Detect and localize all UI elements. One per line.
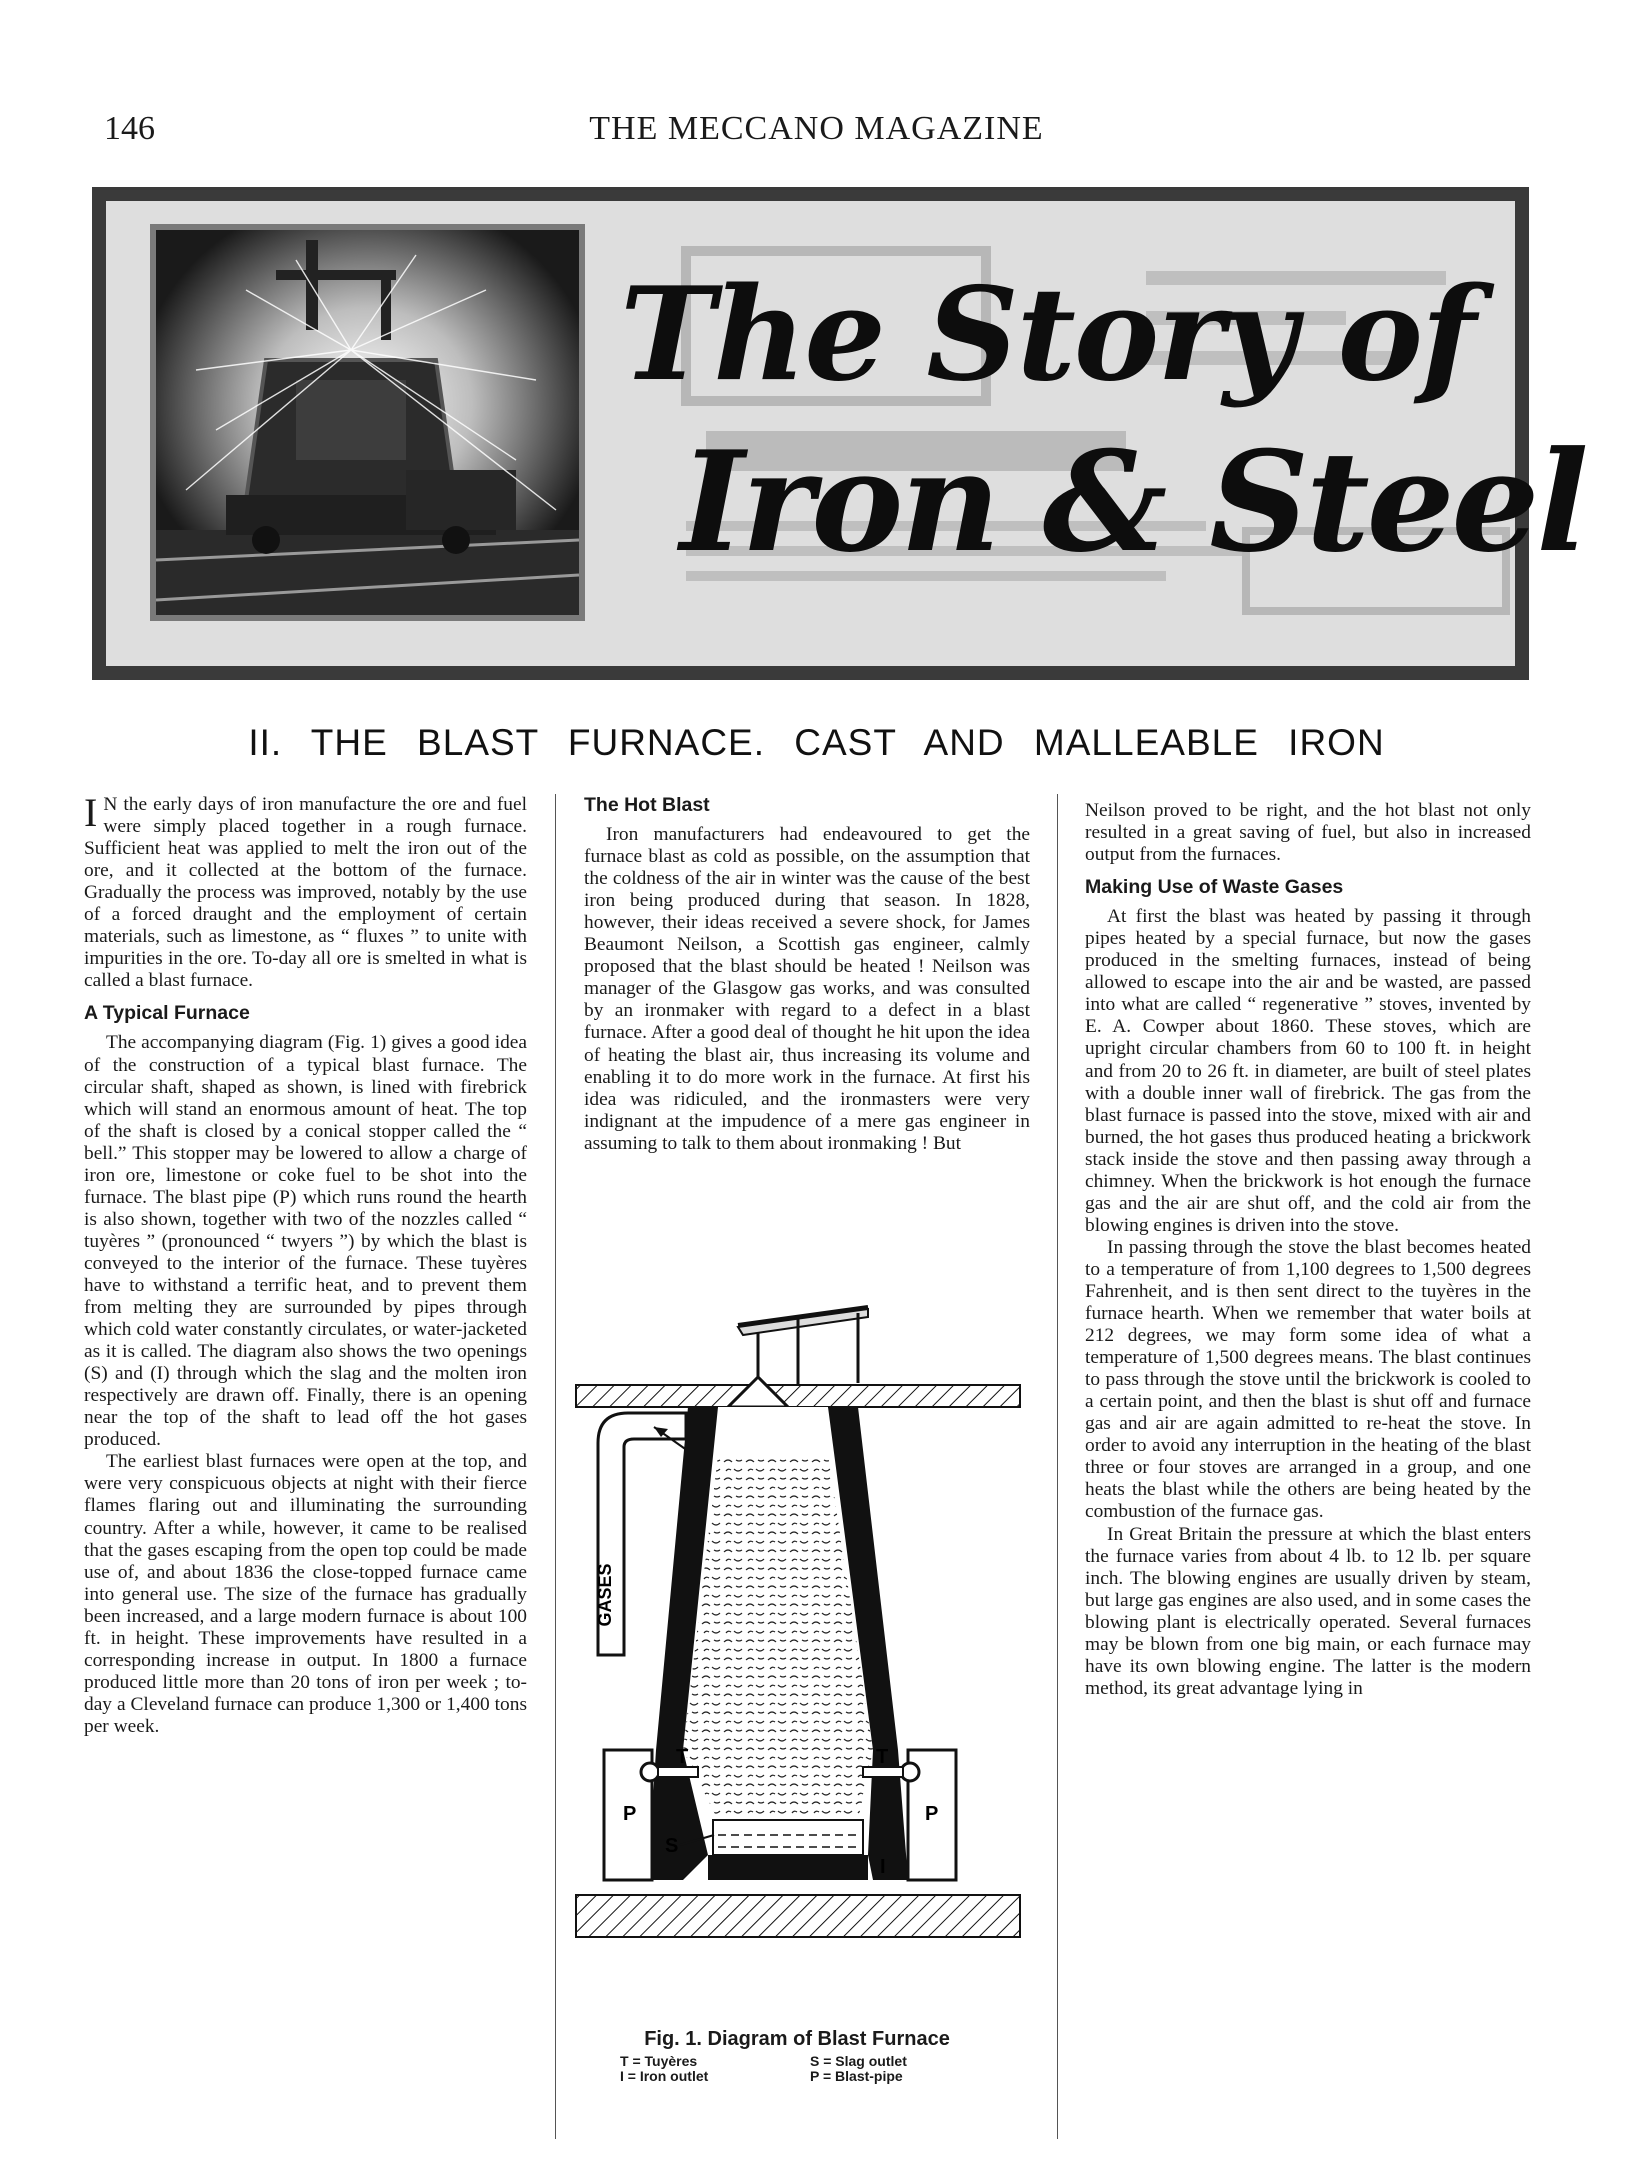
hearth	[713, 1820, 863, 1855]
key-iron-outlet: I = Iron outlet	[620, 2068, 709, 2084]
paragraph: Iron manufacturers had endeavoured to get the furnace blast as cold as possible, on the assumption that the coldness of the air in winter was the cause of the best iron being produced during that season. In 1828, however, their ideas received a severe shock, for James Beaumont Neilson, a Scottish gas engineer, calmly proposed that the blast should be heated ! Neilson was manager of the Glasgow gas works, and was consulted by an ironmaker with regard to a defect in a blast furnace. After a good deal of thought he hit upon the idea of heating the blast air, thus increasing its volume and enabling it to do more work in the furnace. At first his idea was ridiculed, and the ironmasters were very indignant at the impudence of a mere gas engineer in assuming to talk to them about ironmaking ! But	[584, 824, 1030, 1154]
paragraph: The earliest blast furnaces were open at the top, and were very conspicuous objects at night with their fierce flames flaring out and illuminating the surrounding country. After a while, however, it came to be realised that the gases escaping from the open top could be made use of, and about 1836 the close-topped furnace came into general use. The size of the furnace has gradually been increased, and a large modern furnace is about 100 ft. in height. These improvements have resulted in a corresponding increase in output. In 1800 a furnace produced little more than 20 tons of iron per week ; to-day a Cleveland furnace can produce 1,300 or 1,400 tons per week.	[84, 1451, 527, 1737]
tuyere-left	[641, 1763, 659, 1781]
blast-furnace-diagram	[568, 1295, 1028, 1955]
figure-caption: Fig. 1. Diagram of Blast Furnace	[644, 2028, 950, 2050]
label-tuyere-right: T	[876, 1746, 889, 1768]
label-pipe-left: P	[623, 1803, 637, 1825]
article-column-3	[1085, 800, 1531, 1700]
column-rule-left	[555, 794, 556, 2139]
paragraph: In passing through the stove the blast becomes heated to a temperature of from 1,100 degrees to 1,500 degrees Fahrenheit, and is then sent direct to the tuyères in the furnace hearth. When we remember that water boils at 212 degrees, we may form some idea of what a temperature of 1,500 degrees means. The blast continues to pass through the stove until the brickwork is cooled to a certain point, and then the blast is shut off and furnace gas and air are again admitted to re-heat the stove. In order to avoid any interruption in the heating of the blast three or four stoves are arranged in a group, and one heats the blast while the others are being heated by the combustion of the furnace gas.	[1085, 1236, 1531, 1523]
article-column-1	[84, 790, 527, 1738]
section-heading: Making Use of Waste Gases	[1085, 876, 1344, 899]
paragraph: Neilson proved to be right, and the hot blast not only resulted in a great saving of fuel, but also in increased output from the furnaces.	[1085, 800, 1531, 866]
column-rule-right	[1057, 794, 1058, 2139]
label-pipe-right: P	[925, 1803, 939, 1825]
article-subtitle: II. THE BLAST FURNACE. CAST AND MALLEABLE IRON	[248, 722, 1385, 763]
drop-cap: I	[84, 790, 98, 835]
paragraph: The accompanying diagram (Fig. 1) gives a good idea of the construction of a typical blast furnace. The circular shaft, shaped as shown, is lined with firebrick which will stand an enormous amount of heat. The top of the shaft is closed by a conical stopper called the “ bell.” This stopper may be lowered to allow a charge of iron ore, limestone or coke fuel to be shot into the furnace. The blast pipe (P) which runs round the hearth is also shown, together with two of the nozzles called “ tuyères ” (pronounced “ twyers ”) by which the blast is conveyed to the interior of the furnace. These tuyères have to withstand a terrific heat, and to prevent them from melting they are surrounded by pipes through which cold water constantly circulates, or water-jacketed as it is called. The diagram also shows the two openings (S) and (I) through which the slag and the molten iron respectively are drawn off. Finally, there is an opening near the top of the shaft to lead off the hot gases produced.	[84, 1032, 527, 1451]
top-platform	[576, 1385, 1020, 1407]
paragraph: In Great Britain the pressure at which the blast enters the furnace varies from about 4 lb. to 12 lb. per square inch. The blowing engines are usually driven by steam, but large gas engines are also used, and in some cases the blowing plant is electrically operated. Several furnaces may be blown from one big main, or each furnace may have its own blowing engine. The latter is the modern method, its great advantage lying in	[1085, 1523, 1531, 1699]
figure-key	[620, 2054, 1020, 2084]
key-blast-pipe: P = Blast-pipe	[810, 2068, 903, 2084]
key-tuyeres: T = Tuyères	[620, 2053, 698, 2069]
article-column-2	[584, 794, 1030, 1155]
ladle-illustration	[156, 230, 579, 615]
paragraph: At first the blast was heated by passing it through pipes heated by a special furnace, but now the gases produced in the smelting furnaces, instead of being allowed to escape into the air and be wasted, are passed into what are called “ regenerative ” stoves, invented by E. A. Cowper about 1860. These stoves, which are upright circular chambers from 60 to 100 ft. in height and from 20 to 26 ft. in diameter, are built of steel plates with a double inner wall of firebrick. The gas from the blast furnace is passed into the stove, mixed with air and burned, the hot gases thus produced heating a brickwork stack inside the stove and then passing away through a chimney. When the brickwork is hot enough the furnace gas and the air are shut off, and the cold air from the blowing engines is driven into the stove.	[1085, 906, 1531, 1236]
key-slag-outlet: S = Slag outlet	[810, 2053, 907, 2069]
magazine-title: THE MECCANO MAGAZINE	[589, 110, 1044, 147]
section-heading: The Hot Blast	[584, 794, 710, 816]
foundation	[576, 1895, 1020, 1937]
title-line-2: Iron & Steel	[680, 420, 1586, 583]
label-iron-outlet: I	[880, 1856, 886, 1878]
page-number: 146	[104, 110, 155, 147]
ladle-pouring-photo	[150, 224, 585, 621]
label-tuyere-left: T	[676, 1746, 689, 1768]
paragraph: N the early days of iron manufacture the ore and fuel were simply placed together in a rough furnace. Sufficient heat was applied to melt the iron out of the ore, and it collected at the bottom of the furnace. Gradually the process was improved, notably by the use of a forced draught and the employment of certain materials, such as limestone, as “ fluxes ” to unite with impurities in the ore. To-day all ore is smelted in what is called a blast furnace.	[84, 794, 527, 992]
label-slag-outlet: S	[665, 1835, 679, 1857]
label-gases: GASES	[595, 1563, 615, 1627]
section-heading: A Typical Furnace	[84, 1002, 250, 1025]
script-title	[560, 250, 1586, 630]
title-line-1: The Story of	[620, 260, 1475, 410]
